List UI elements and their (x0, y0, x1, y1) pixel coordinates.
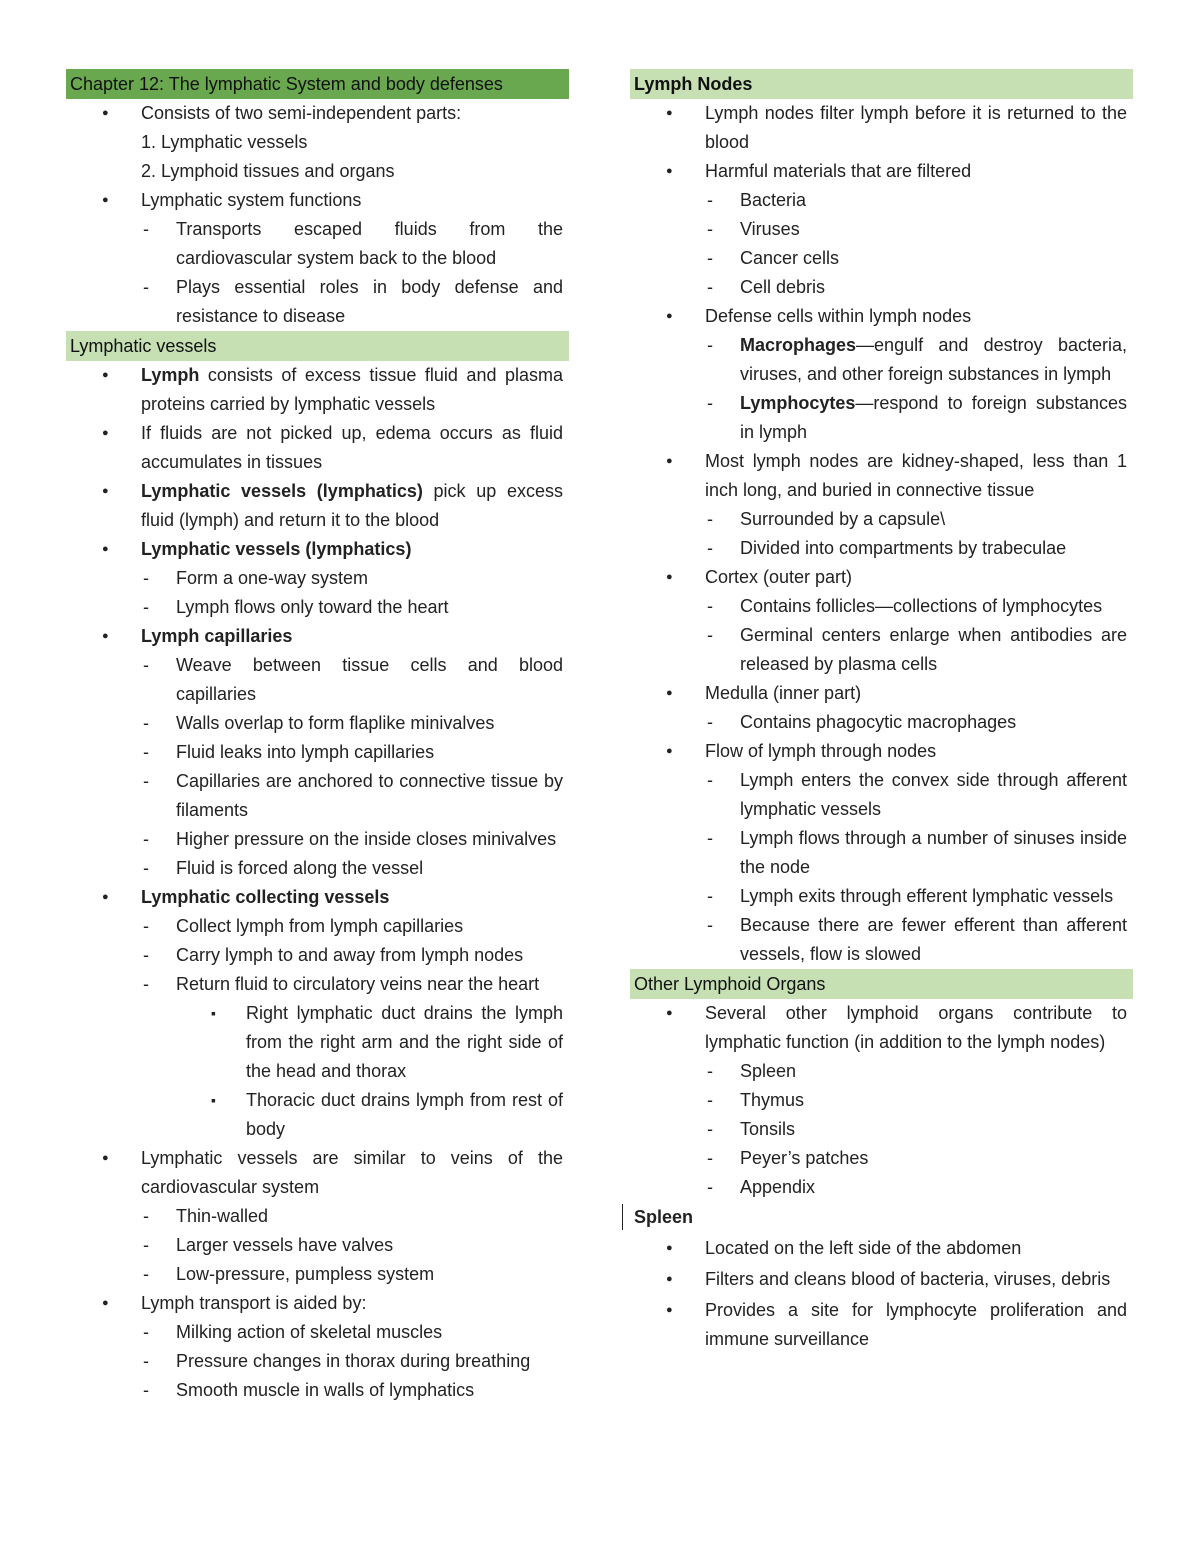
section-header-lymphatic-vessels: Lymphatic vessels (66, 331, 569, 361)
section-header-spleen: Spleen (634, 1207, 694, 1227)
sub-item: - Because there are fewer efferent than afferent vessels, flow is slowed (630, 911, 1133, 969)
sub-item: - Collect lymph from lymph capillaries (66, 912, 569, 941)
sub-item: - Carry lymph to and away from lymph nodes (66, 941, 569, 970)
sub-item: - Larger vessels have valves (66, 1231, 569, 1260)
list-item: ● Filters and cleans blood of bacteria, viruses, debris (630, 1265, 1133, 1294)
list-item: ● Provides a site for lymphocyte proliferation and immune surveillance (630, 1296, 1133, 1354)
sub-item: - Cell debris (630, 273, 1133, 302)
list-item: ● Lymphatic system functions (66, 186, 569, 215)
term: Lymphocytes (740, 393, 856, 413)
list-item: ● Lymphatic vessels are similar to veins of the cardiovascular system (66, 1144, 569, 1202)
sub-item: - Weave between tissue cells and blood capillaries (66, 651, 569, 709)
list-item: ● Located on the left side of the abdomen (630, 1234, 1133, 1263)
sub-item: - Capillaries are anchored to connective tissue by filaments (66, 767, 569, 825)
sub-item: - Transports escaped fluids from the cardiovascular system back to the blood (66, 215, 569, 273)
sub-item: - Lymph flows only toward the heart (66, 593, 569, 622)
sub-item: - Form a one-way system (66, 564, 569, 593)
list-item: ● Lymph transport is aided by: (66, 1289, 569, 1318)
sub-sub-item: ▪ Thoracic duct drains lymph from rest of body (66, 1086, 569, 1144)
definition: —engulf and destroy bacteria, viruses, and other foreign substances in lymph (740, 335, 1127, 384)
chapter-title: Chapter 12: The lymphatic System and body defenses (66, 69, 569, 99)
sub-item: - Lymph enters the convex side through afferent lymphatic vessels (630, 766, 1133, 824)
sub-item: - Lymph flows through a number of sinuses inside the node (630, 824, 1133, 882)
sub-item: - Thin-walled (66, 1202, 569, 1231)
sub-item: - Lymph exits through efferent lymphatic vessels (630, 882, 1133, 911)
right-column (630, 69, 1133, 1354)
definition: pick up excess fluid (lymph) and return it to the blood (141, 481, 563, 530)
sub-item: - Pressure changes in thorax during breathing (66, 1347, 569, 1376)
list-item: ● If fluids are not picked up, edema occurs as fluid accumulates in tissues (66, 419, 569, 477)
list-item: ● Lymph nodes filter lymph before it is returned to the blood (630, 99, 1133, 157)
list-item: ● Consists of two semi-independent parts: (66, 99, 569, 128)
list-item: ● Flow of lymph through nodes (630, 737, 1133, 766)
section-header-lymph-nodes: Lymph Nodes (630, 69, 1133, 99)
list-item: ● Harmful materials that are filtered (630, 157, 1133, 186)
list-item (66, 477, 569, 535)
sub-item: - Plays essential roles in body defense and resistance to disease (66, 273, 569, 331)
sub-item: - Surrounded by a capsule\ (630, 505, 1133, 534)
sub-item: - Tonsils (630, 1115, 1133, 1144)
list-item: ● Most lymph nodes are kidney-shaped, less than 1 inch long, and buried in connective tissue (630, 447, 1133, 505)
list-item: ● Lymphatic collecting vessels (66, 883, 569, 912)
sub-item: - Peyer’s patches (630, 1144, 1133, 1173)
left-column (66, 69, 569, 1405)
list-item: ● Lymph capillaries (66, 622, 569, 651)
list-item: ● Cortex (outer part) (630, 563, 1133, 592)
spleen-section (630, 1202, 1133, 1232)
text-cursor (622, 1204, 623, 1230)
list-item (66, 361, 569, 419)
sub-item: - Viruses (630, 215, 1133, 244)
term: Macrophages (740, 335, 857, 355)
list-item: ● Medulla (inner part) (630, 679, 1133, 708)
list-item: ● Several other lymphoid organs contribute to lymphatic function (in addition to the lymph nodes) (630, 999, 1133, 1057)
sub-item: - Fluid leaks into lymph capillaries (66, 738, 569, 767)
sub-item: - Contains follicles—collections of lymphocytes (630, 592, 1133, 621)
list-item-number: 1. Lymphatic vessels (141, 132, 308, 152)
sub-item: - Return fluid to circulatory veins near the heart (66, 970, 569, 999)
sub-item: - Higher pressure on the inside closes minivalves (66, 825, 569, 854)
sub-item: - Cancer cells (630, 244, 1133, 273)
sub-item (630, 331, 1133, 389)
sub-item: - Bacteria (630, 186, 1133, 215)
sub-item: - Low-pressure, pumpless system (66, 1260, 569, 1289)
sub-item: - Fluid is forced along the vessel (66, 854, 569, 883)
sub-item (630, 389, 1133, 447)
sub-sub-item: ▪ Right lymphatic duct drains the lymph from the right arm and the right side of the head and thorax (66, 999, 569, 1086)
term: Lymph (141, 365, 200, 385)
section-header-other-lymphoid-organs: Other Lymphoid Organs (630, 969, 1133, 999)
sub-item: - Smooth muscle in walls of lymphatics (66, 1376, 569, 1405)
sub-item: - Germinal centers enlarge when antibodies are released by plasma cells (630, 621, 1133, 679)
definition: consists of excess tissue fluid and plasma proteins carried by lymphatic vessels (141, 365, 563, 414)
definition: —respond to foreign substances in lymph (740, 393, 1127, 442)
sub-item: - Milking action of skeletal muscles (66, 1318, 569, 1347)
term: Lymphatic vessels (lymphatics) (141, 481, 423, 501)
sub-item: - Spleen (630, 1057, 1133, 1086)
sub-item: - Thymus (630, 1086, 1133, 1115)
list-item: ● Defense cells within lymph nodes (630, 302, 1133, 331)
sub-item: - Walls overlap to form flaplike minivalves (66, 709, 569, 738)
sub-item: - Contains phagocytic macrophages (630, 708, 1133, 737)
sub-item: - Divided into compartments by trabeculae (630, 534, 1133, 563)
list-item-number: 2. Lymphoid tissues and organs (141, 161, 395, 181)
list-item: ● Lymphatic vessels (lymphatics) (66, 535, 569, 564)
sub-item: - Appendix (630, 1173, 1133, 1202)
